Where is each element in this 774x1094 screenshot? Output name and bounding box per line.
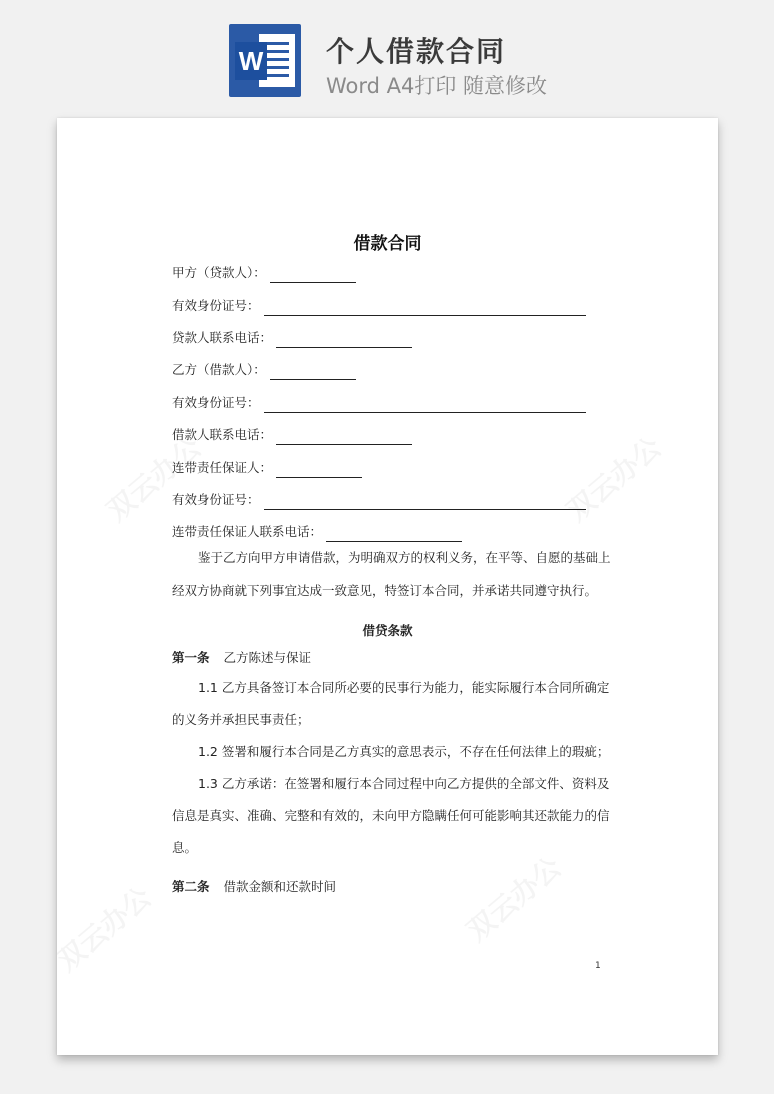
field-lender-id: 有效身份证号： [172, 296, 586, 316]
watermark [557, 427, 669, 530]
blank-line[interactable] [264, 301, 586, 316]
blank-line[interactable] [276, 333, 412, 348]
blank-line[interactable] [270, 268, 356, 283]
blank-line[interactable] [264, 398, 586, 413]
article-1-heading: 第一条 乙方陈述与保证 [172, 650, 312, 665]
field-guarantor-id: 有效身份证号： [172, 490, 586, 510]
preamble-line-2: 经双方协商就下列事宜达成一致意见，特签订本合同，并承诺共同遵守执行。 [172, 583, 598, 598]
blank-line[interactable] [270, 365, 356, 380]
article-2-heading: 第二条 借款金额和还款时间 [172, 879, 337, 894]
blank-line[interactable] [276, 463, 362, 478]
clause-line: 信息是真实、准确、完整和有效的，未向甲方隐瞒任何可能影响其还款能力的信 [172, 808, 610, 823]
watermark [457, 847, 569, 950]
banner-subtitle: Word A4打印 随意修改 [326, 74, 548, 98]
field-guarantor-phone: 连带责任保证人联系电话： [172, 522, 462, 542]
word-icon [229, 24, 301, 97]
clause-line: 1.2 签署和履行本合同是乙方真实的意思表示，不存在任何法律上的瑕疵； [198, 744, 610, 759]
field-lender: 甲方（贷款人）： [172, 263, 356, 283]
watermark [57, 877, 159, 980]
field-lender-phone: 贷款人联系电话： [172, 328, 412, 348]
field-borrower: 乙方（借款人）： [172, 360, 356, 380]
document-page [57, 118, 718, 1055]
preamble-line-1: 鉴于乙方向甲方申请借款，为明确双方的权利义务，在平等、自愿的基础上 [198, 550, 611, 565]
banner-title: 个人借款合同 [326, 35, 507, 68]
clause-line: 息。 [172, 840, 198, 855]
section-title: 借贷条款 [362, 623, 413, 638]
clause-line: 1.1 乙方具备签订本合同所必要的民事行为能力，能实际履行本合同所确定 [198, 680, 610, 695]
field-guarantor: 连带责任保证人： [172, 458, 362, 478]
blank-line[interactable] [264, 495, 586, 510]
document-title: 借款合同 [353, 234, 422, 254]
field-borrower-id: 有效身份证号： [172, 393, 586, 413]
blank-line[interactable] [326, 527, 462, 542]
word-logo-letter: W [235, 42, 267, 80]
clause-line: 1.3 乙方承诺：在签署和履行本合同过程中向乙方提供的全部文件、资料及 [198, 776, 610, 791]
page-number: 1 [595, 961, 601, 971]
clause-line: 的义务并承担民事责任； [172, 712, 310, 727]
banner [0, 0, 774, 110]
field-borrower-phone: 借款人联系电话： [172, 425, 412, 445]
blank-line[interactable] [276, 430, 412, 445]
